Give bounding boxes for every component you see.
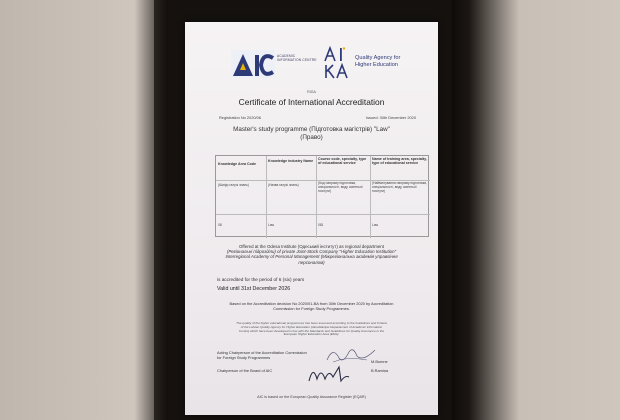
chair-title-line: for Foreign Study Programmes bbox=[217, 354, 271, 360]
offered-line: Interregional Academy of Personal Management (Міжрегіональна академія управління bbox=[225, 254, 398, 260]
commission-chair-name: M.Bumne bbox=[371, 359, 388, 364]
table-header-cell: Name of training area, specialty, type of educational service bbox=[372, 157, 427, 166]
valid-until: Valid until 31st December 2026 bbox=[217, 286, 291, 292]
table-row-divider bbox=[216, 214, 430, 215]
table-header-cell: Knowledge industry Name bbox=[268, 159, 314, 163]
quality-note-line: European Higher Education Area (ESG). bbox=[283, 332, 340, 337]
table-header-cell: Course code, specialty, type of educational service bbox=[318, 157, 367, 166]
signature-board-chair bbox=[305, 361, 351, 385]
accreditation-basis bbox=[185, 302, 438, 311]
offered-line: персоналом) bbox=[298, 259, 325, 265]
issued-date: Issued: 30th December 2020 bbox=[366, 115, 416, 120]
quality-note-line: of the Latvian Quality Agency for Higher Education (Akreditācijas Departament of Academic Information bbox=[240, 324, 383, 329]
table-cell: (Найменування напряму підготовки, спеціальності, виду освітньої послуги) bbox=[372, 181, 428, 193]
basis-line: Commission for Foreign Study Programmes. bbox=[273, 305, 350, 311]
table-cell: 081 bbox=[318, 223, 324, 227]
table-cell: Law bbox=[268, 223, 275, 227]
accreditation-period: is accredited for the period of 6 (six) years bbox=[217, 277, 305, 282]
certificate-title: Certificate of International Accreditation bbox=[238, 97, 385, 107]
aika-subtitle: Quality Agency for Higher Education bbox=[355, 55, 401, 68]
aika-logo-icon bbox=[323, 46, 349, 80]
header-logos bbox=[231, 46, 401, 86]
table-cell: 08 bbox=[218, 223, 222, 227]
registration-number: Registration No 2020/06 bbox=[219, 115, 261, 120]
certificate-paper bbox=[185, 22, 438, 415]
offered-line: (Регіональні підрозділи) of private Joint-Stock Company "Higher Education Institution" bbox=[226, 249, 397, 255]
table-cell: (Код напряму підготовки, спеціальності, виду освітньої послуги) bbox=[318, 181, 363, 193]
board-right bbox=[452, 0, 620, 420]
board-chair-name: B.Ramiņa bbox=[371, 368, 389, 373]
city-label: RIGA bbox=[307, 90, 316, 94]
aic-subtitle: ACADEMIC INFORMATION CENTRE bbox=[277, 54, 317, 63]
board-chair-title: Chairperson of the Board of AIC bbox=[217, 368, 273, 373]
table-header-cell: Knowledge Area Code bbox=[218, 162, 257, 166]
quality-note-line: The quality of the higher educational programmes has been assessed according to the Guidelines and Criteria bbox=[236, 321, 387, 325]
commission-chair-title bbox=[217, 351, 307, 360]
eqar-footer: AIC is based on the European Quality Assurance Register (EQAR) bbox=[257, 395, 366, 399]
quality-note-line: Centre) which have been developed in line with the Standards and Guidelines for Quality Assurance in the bbox=[238, 328, 385, 333]
chair-title-line: Acting Chairperson of the Accreditation Commission bbox=[217, 350, 307, 355]
programme-name-ukrainian: (Право) bbox=[300, 134, 323, 141]
aic-logo-icon bbox=[231, 50, 275, 78]
offered-at-block bbox=[185, 244, 438, 265]
basis-line: Based on the Accreditation decision No 2020/01-BA from 30th December 2020 by Accreditation bbox=[229, 301, 394, 306]
offered-line: Offered at the Odesa Institute (Одеський інститут) as regional department bbox=[239, 244, 384, 249]
programme-table bbox=[215, 155, 429, 237]
table-cell: Law bbox=[372, 223, 379, 227]
table-cell: (Шифр галузі знань) bbox=[218, 183, 249, 187]
quality-note bbox=[185, 322, 438, 337]
programme-name: Master's study programme (Підготовка магістрів) "Law" bbox=[233, 126, 390, 133]
table-cell: (Назва галузі знань) bbox=[268, 183, 299, 187]
board-left bbox=[0, 0, 168, 420]
